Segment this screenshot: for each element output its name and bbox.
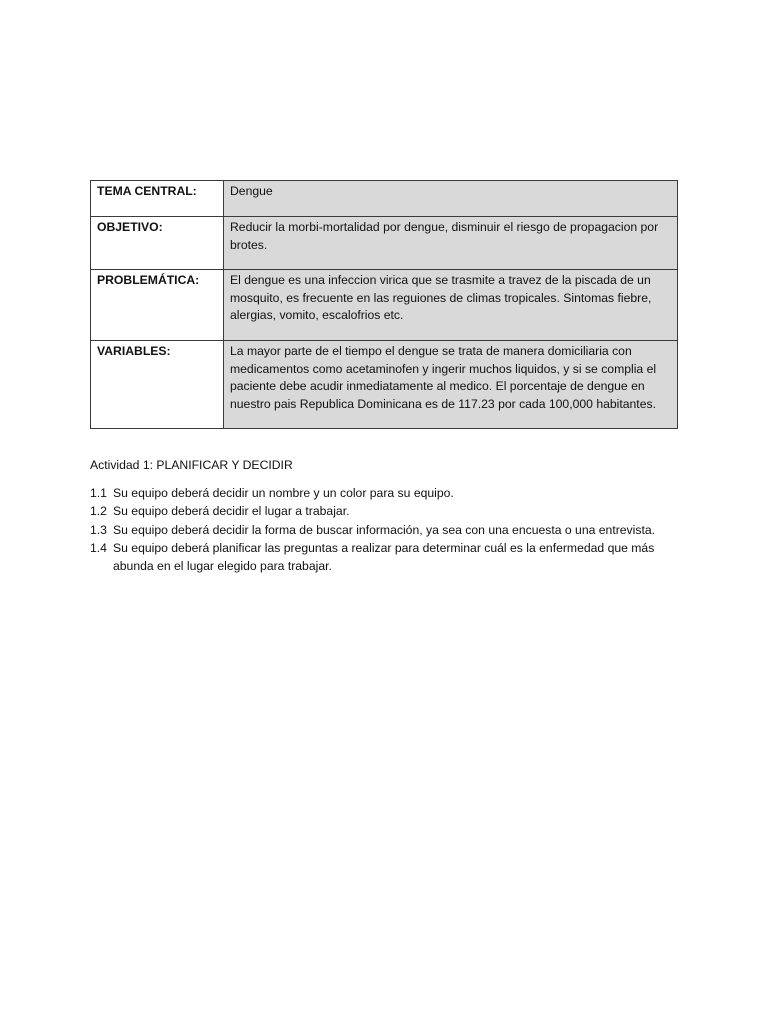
step-text: Su equipo deberá decidir la forma de buscar información, ya sea con una encuesta o una entrevista. bbox=[113, 522, 655, 537]
table-row-tema-central bbox=[91, 181, 678, 217]
step-number: 1.2 bbox=[90, 504, 107, 519]
table-row-problematica bbox=[91, 270, 678, 341]
step-text: Su equipo deberá planificar las preguntas a realizar para determinar cuál es la enfermedad que más abunda en el lugar elegido para trabajar. bbox=[113, 541, 655, 573]
objetivo-label: OBJETIVO: bbox=[91, 217, 224, 270]
step-number: 1.4 bbox=[90, 541, 107, 556]
list-item bbox=[90, 485, 680, 503]
step-text: Su equipo deberá decidir el lugar a trabajar. bbox=[113, 504, 350, 519]
table-row-variables bbox=[91, 341, 678, 429]
step-number: 1.1 bbox=[90, 486, 107, 500]
step-number: 1.3 bbox=[90, 522, 107, 537]
tema-central-value: Dengue bbox=[224, 181, 678, 217]
activity-title: Actividad 1: PLANIFICAR Y DECIDIR bbox=[90, 458, 293, 472]
table-row-objetivo bbox=[91, 217, 678, 270]
project-info-table bbox=[90, 180, 678, 429]
variables-value: La mayor parte de el tiempo el dengue se trata de manera domiciliaria con medicamentos como acetaminofen y ingerir muchos liquidos, y si se complia el paciente debe acudir inmediatamente al medico. El porcentaje de dengue en nuestro pais Republica Dominicana es de 117.23 por cada 100,000 habitantes. bbox=[224, 341, 678, 429]
activity-steps-list bbox=[90, 485, 680, 576]
list-item bbox=[90, 540, 680, 575]
objetivo-value: Reducir la morbi-mortalidad por dengue, disminuir el riesgo de propagacion por brotes. bbox=[224, 217, 678, 270]
variables-label: VARIABLES: bbox=[91, 341, 224, 429]
step-text: Su equipo deberá decidir un nombre y un color para su equipo. bbox=[113, 486, 454, 500]
problematica-label: PROBLEMÁTICA: bbox=[91, 270, 224, 341]
problematica-value: El dengue es una infeccion virica que se trasmite a travez de la piscada de un mosquito, es frecuente en las reguiones de climas tropicales. Sintomas fiebre, alergias, vomito, escalofrios etc. bbox=[224, 270, 678, 341]
list-item bbox=[90, 503, 680, 521]
tema-central-label: TEMA CENTRAL: bbox=[91, 181, 224, 217]
list-item bbox=[90, 522, 680, 540]
